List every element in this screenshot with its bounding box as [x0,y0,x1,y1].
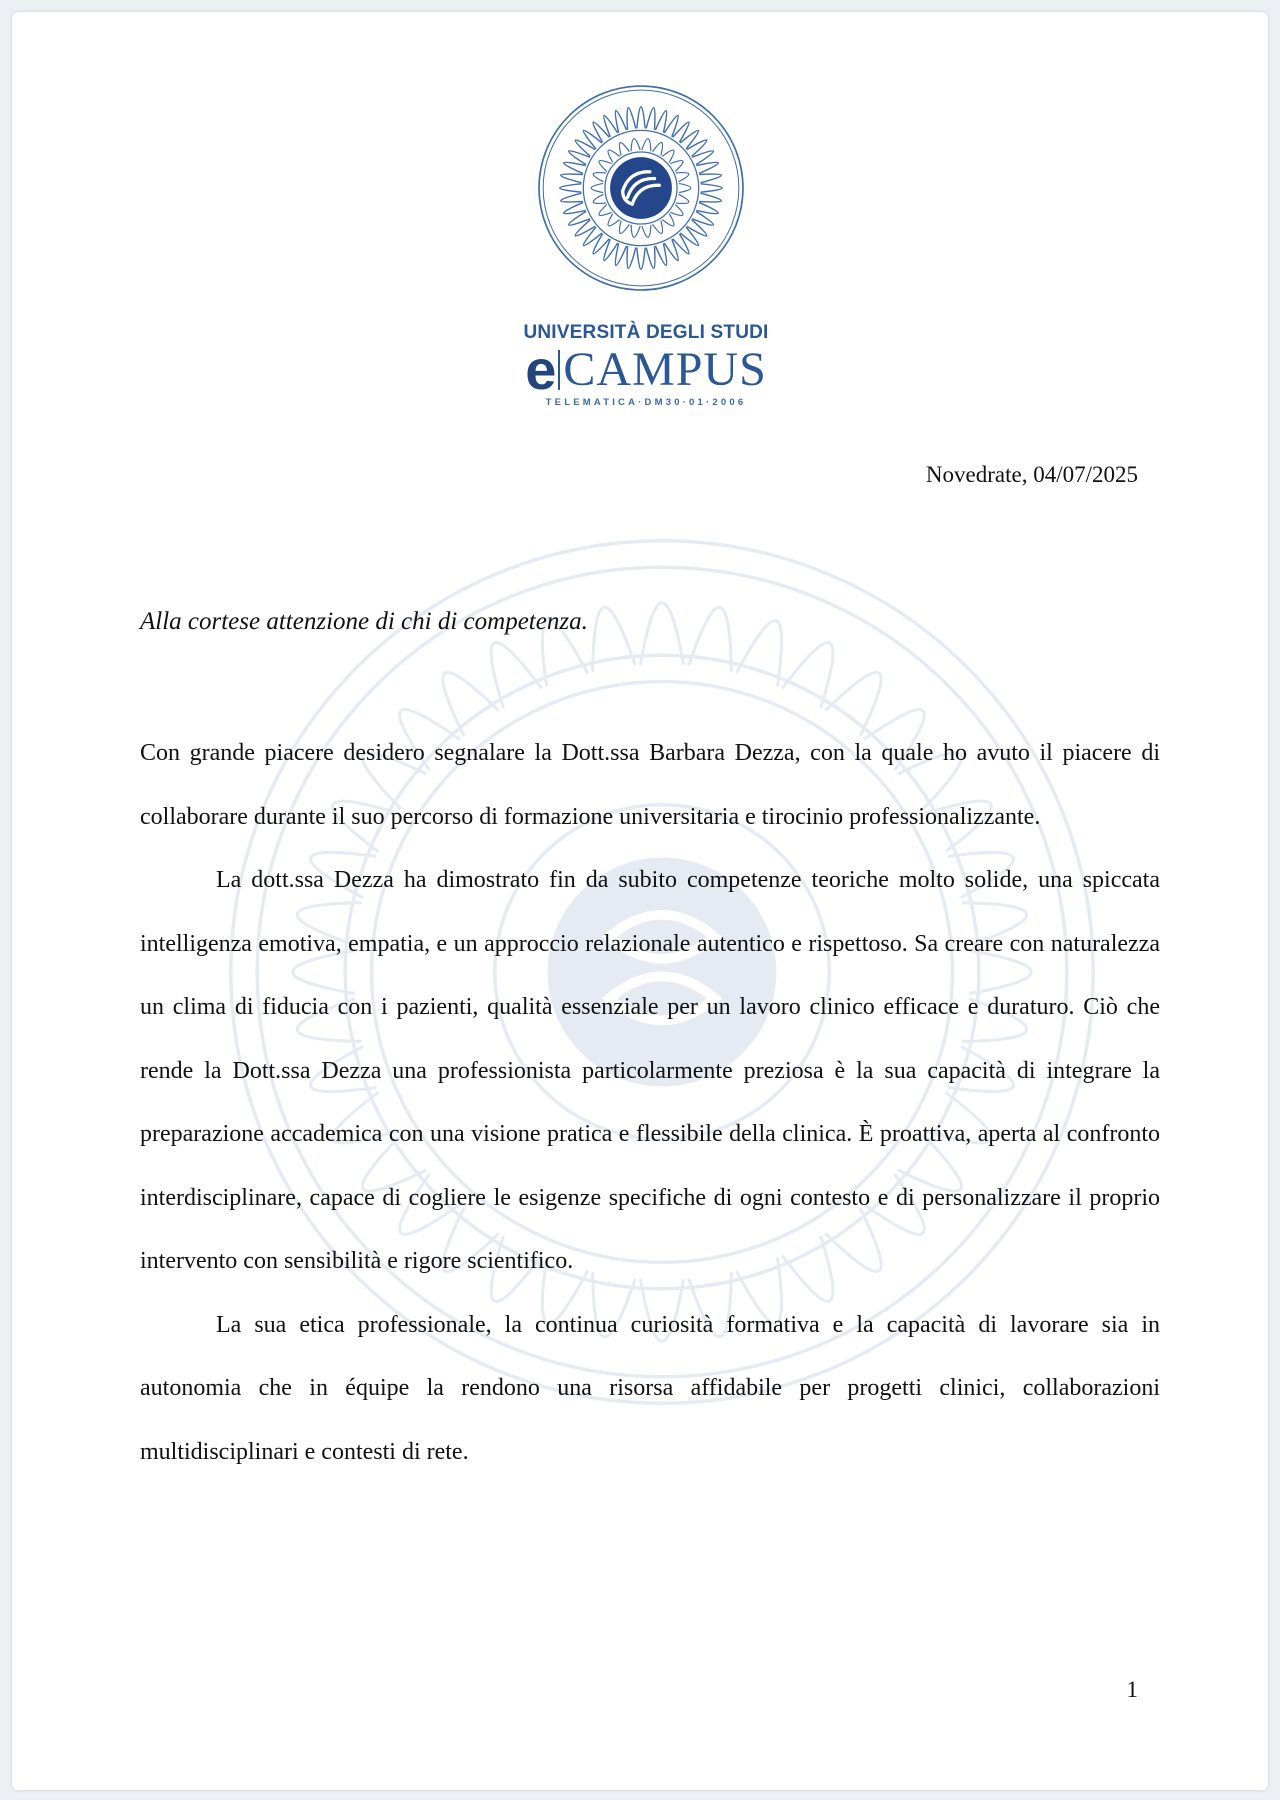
seal-petal [491,643,542,708]
logo-brand [512,338,780,401]
page-number: 1 [1126,1677,1138,1702]
logo-brand-e: e [525,338,557,401]
body-paragraph: Con grande piacere desidero segnalare la Dott.ssa Barbara Dezza, con la quale ho avuto il piacere di collaborare durante il suo percorso di formazione universitaria e tirocinio professionalizzante. [140,740,1160,830]
logo-university-line: UNIVERSITÀ DEGLI STUDI [523,322,769,343]
letter-salutation: Alla cortese attenzione di chi di competenza. [140,608,588,635]
body-paragraph: La sua etica professionale, la continua curiosità formativa e la capacità di lavorare sia in autonomia che in équipe la rendono una risorsa affidabile per progetti clinici, collaborazioni multidisciplinari e contesti di rete. [140,1311,1160,1465]
seal-petal [782,643,833,708]
logo-tagline: TELEMATICA·DM30·01·2006 [545,397,747,408]
letter-body [140,722,1160,1484]
letter-date: Novedrate, 04/07/2025 [925,462,1138,487]
seal-petal [593,607,636,672]
seal-petal [640,603,683,665]
university-seal-icon [538,85,744,291]
seal-petal [736,621,781,687]
seal-petal [689,607,732,672]
university-logo [512,322,780,410]
logo-brand-name: CAMPUS [563,343,767,396]
document-page [12,12,1268,1790]
logo-divider [558,350,560,390]
body-paragraph: La dott.ssa Dezza ha dimostrato fin da subito competenze teoriche molto solide, una spiccata intelligenza emotiva, empatia, e un approccio relazionale autentico e rispettoso. Sa creare con naturalezza un clima di fiducia con i pazienti, qualità essenziale per un lavoro clinico efficace e duraturo. Ciò che rende la Dott.ssa Dezza una professionista particolarmente preziosa è la sua capacità di integrare la preparazione accademica con una visione pratica e flessibile della clinica. È proattiva, aperta al confronto interdisciplinare, capace di cogliere le esigenze specifiche di ogni contesto e di personalizzare il proprio intervento con sensibilità e rigore scientifico. [140,867,1160,1274]
